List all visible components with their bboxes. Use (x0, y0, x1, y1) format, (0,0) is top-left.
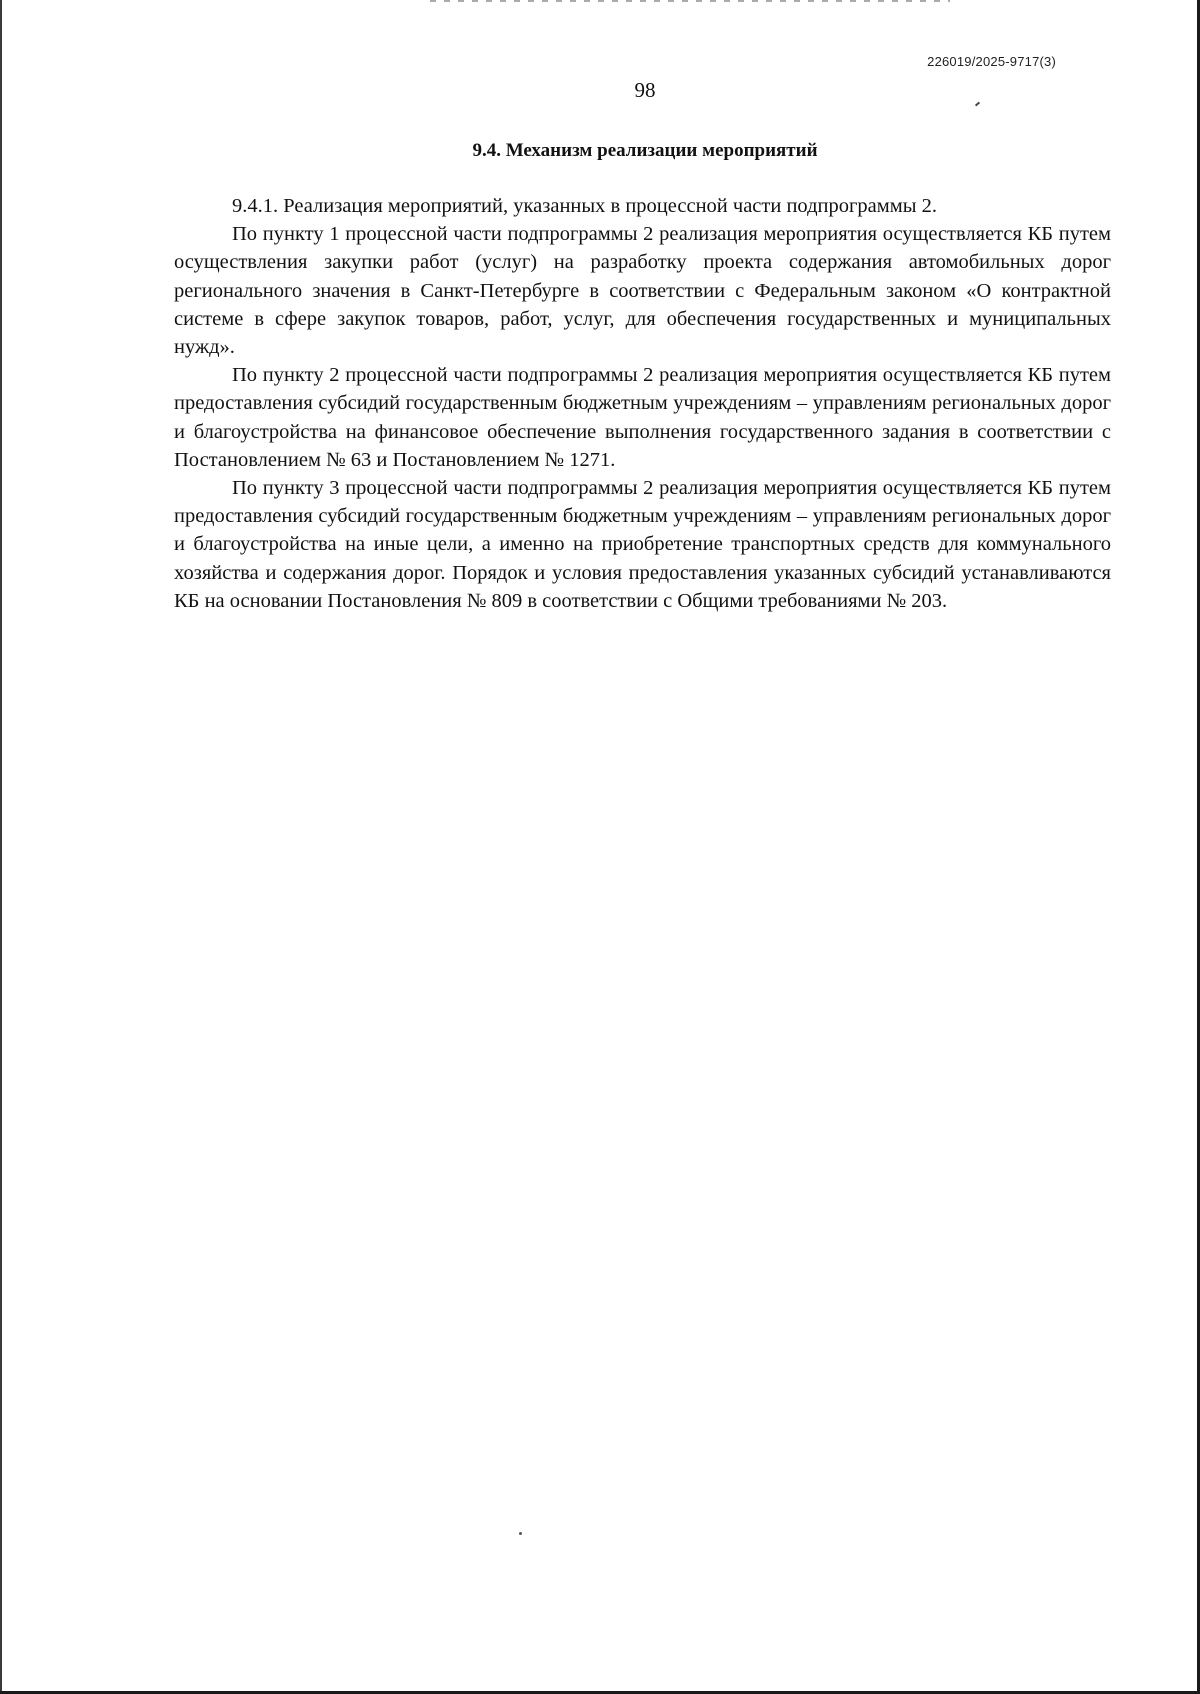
paragraph-item-3: По пункту 3 процессной части подпрограммы 2 реализация мероприятия осуществляется КБ путем предоставления субсидий государственным бюджетным учреждениям – управлениям региональных дорог и благоустройства на иные цели, а именно на приобретение транспортных средств для коммунального хозяйства и содержания дорог. Порядок и условия предоставления указанных субсидий устанавливаются КБ на основании Постановления № 809 в соответствии с Общими требованиями № 203. (174, 477, 1111, 612)
scan-edge-left (0, 0, 2, 1694)
registration-number: 226019/2025-9717(3) (927, 54, 1056, 69)
paragraph-subsection-heading: 9.4.1. Реализация мероприятий, указанных в процессной части подпрограммы 2. (232, 195, 937, 217)
scan-top-marks (430, 0, 950, 2)
page-number: 98 (634, 78, 656, 102)
scan-dot-mark (519, 1532, 522, 1535)
section-title: 9.4. Механизм реализации мероприятий (472, 140, 818, 161)
paragraph-item-2: По пункту 2 процессной части подпрограммы 2 реализация мероприятия осуществляется КБ путем предоставления субсидий государственным бюджетным учреждениям – управлениям региональных дорог и благоустройства на финансовое обеспечение выполнения государственного задания в соответствии с Постановлением № 63 и Постановлением № 1271. (174, 364, 1111, 471)
paragraph-item-1: По пункту 1 процессной части подпрограммы 2 реализация мероприятия осуществляется КБ путем осуществления закупки работ (услуг) на разработку проекта содержания автомобильных дорог регионального значения в Санкт-Петербурге в соответствии с Федеральным законом «О контрактной системе в сфере закупок товаров, работ, услуг, для обеспечения государственных и муниципальных нужд». (174, 223, 1111, 359)
body-text (174, 192, 1111, 615)
